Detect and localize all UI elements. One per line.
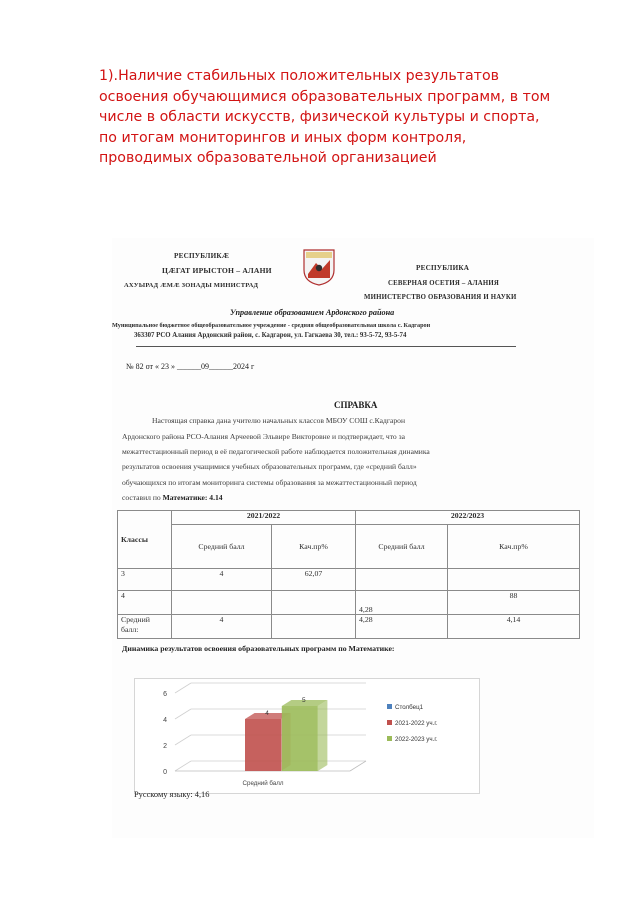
chart-heading: Динамика результатов освоения образовательных программ по Математике: xyxy=(122,644,395,653)
column-header-avg-2021: Средний балл xyxy=(172,525,272,569)
legend-swatch xyxy=(387,720,392,725)
year-header-2022: 2022/2023 xyxy=(356,511,580,525)
bar-data-label: 5 xyxy=(301,697,306,704)
table-row xyxy=(118,569,580,591)
letterhead-left-2: ЦӔГАТ ИРЫСТОН – АЛАНИ xyxy=(162,266,272,275)
letterhead-left-3: АХУЫРАД ӔМӔ ЗОНАДЫ МИНИСТРАД xyxy=(124,282,259,289)
cell-quality-2022: 88 xyxy=(448,591,580,615)
heading-line: освоения обучающимися образовательных программ, в том xyxy=(99,88,551,105)
cell-quality-2021: 62,07 xyxy=(272,569,356,591)
emblem-icon xyxy=(302,248,336,286)
school-address: 363307 РСО Алания Ардонский район, с. Кадгарон, ул. Гагкаева 30, тел.: 93-5-72, 93-5-74 xyxy=(134,332,407,339)
math-result: Математике: 4.14 xyxy=(162,493,223,502)
legend-entry: 2022-2023 уч.г. xyxy=(395,736,438,743)
page-heading xyxy=(99,66,589,169)
cell-class: 4 xyxy=(118,591,172,615)
cell-avg-2022: 4,28 xyxy=(356,615,448,639)
department-name: Управление образованием Ардонского района xyxy=(230,308,395,317)
table-row xyxy=(118,591,580,615)
school-name: Муниципальное бюджетное общеобразовательное учреждение - средняя общеобразовательная школа с. Кадгарон xyxy=(112,322,431,329)
scanned-certificate xyxy=(112,238,594,838)
y-tick-label: 6 xyxy=(163,691,167,698)
reference-number: № 82 от « 23 » ______09______2024 г xyxy=(126,362,255,371)
heading-line: числе в области искусств, физической культуры и спорта, xyxy=(99,109,540,125)
letterhead-right-2: СЕВЕРНАЯ ОСЕТИЯ – АЛАНИЯ xyxy=(388,280,499,287)
bar-data-label: 4 xyxy=(265,710,269,717)
grid-line xyxy=(175,761,191,771)
column-header-quality-2022: Кач.пр% xyxy=(448,525,580,569)
cell-avg-2021 xyxy=(172,591,272,615)
legend-entry: Столбец1 xyxy=(395,704,424,711)
legend-swatch xyxy=(387,704,392,709)
body-line-end: составил по xyxy=(122,493,161,502)
cell-avg-2022: 4,28 xyxy=(356,591,448,615)
cell-avg-2021: 4 xyxy=(172,569,272,591)
grid-line xyxy=(175,683,191,693)
grid-line xyxy=(175,735,191,745)
document-title: СПРАВКА xyxy=(334,400,378,410)
table-row xyxy=(118,615,580,639)
y-tick-label: 4 xyxy=(163,717,167,724)
cell-avg-2022 xyxy=(356,569,448,591)
letterhead-right-3: МИНИСТЕРСТВО ОБРАЗОВАНИЯ И НАУКИ xyxy=(364,294,517,301)
cell-avg-2021: 4 xyxy=(172,615,272,639)
legend-entry: 2021-2022 уч.г. xyxy=(395,720,438,727)
body-line: межаттестационный период в её педагогической работе наблюдается положительная динамика xyxy=(122,447,430,456)
floor-edge xyxy=(350,761,366,771)
body-line: обучающихся по итогам мониторинга системы образования за межаттестационный период xyxy=(122,478,417,487)
y-tick-label: 0 xyxy=(163,769,167,776)
letterhead-left-1: РЕСПУБЛИКӔ xyxy=(174,252,230,260)
bar xyxy=(245,719,281,771)
heading-line: проводимых образовательной организацией xyxy=(99,150,437,166)
cell-class: 3 xyxy=(118,569,172,591)
cell-class: Средний балл: xyxy=(118,615,172,639)
body-line: Настоящая справка дана учителю начальных классов МБОУ СОШ с.Кадгарон xyxy=(152,416,406,425)
year-header-2021: 2021/2022 xyxy=(172,511,356,525)
column-header-classes: Классы xyxy=(118,511,172,569)
russian-result: Русскому языку: 4,16 xyxy=(134,790,210,799)
bar-side xyxy=(318,700,328,771)
column-header-quality-2021: Кач.пр% xyxy=(272,525,356,569)
body-line: Ардонского района РСО-Алания Арчеевой Эльвире Викторовне и подтверждает, что за xyxy=(122,432,405,441)
dynamics-chart xyxy=(134,678,480,794)
cell-quality-2022 xyxy=(448,569,580,591)
letterhead-right-1: РЕСПУБЛИКА xyxy=(416,264,470,272)
letterhead-divider xyxy=(136,346,516,347)
heading-line: 1).Наличие стабильных положительных результатов xyxy=(99,68,499,84)
grid-line xyxy=(175,709,191,719)
column-header-avg-2022: Средний балл xyxy=(356,525,448,569)
bar xyxy=(282,706,318,771)
body-line: результатов освоения учащимися учебных образовательных программ, где «средний балл» xyxy=(122,462,417,471)
cell-quality-2021 xyxy=(272,615,356,639)
dynamics-chart-svg xyxy=(135,679,479,793)
category-label: Средний балл xyxy=(242,780,284,787)
y-tick-label: 2 xyxy=(163,743,167,750)
body-line xyxy=(122,493,223,502)
results-table xyxy=(117,510,580,639)
cell-quality-2021 xyxy=(272,591,356,615)
cell-quality-2022: 4,14 xyxy=(448,615,580,639)
legend-swatch xyxy=(387,736,392,741)
heading-line: по итогам мониторингов и иных форм контроля, xyxy=(99,129,467,146)
